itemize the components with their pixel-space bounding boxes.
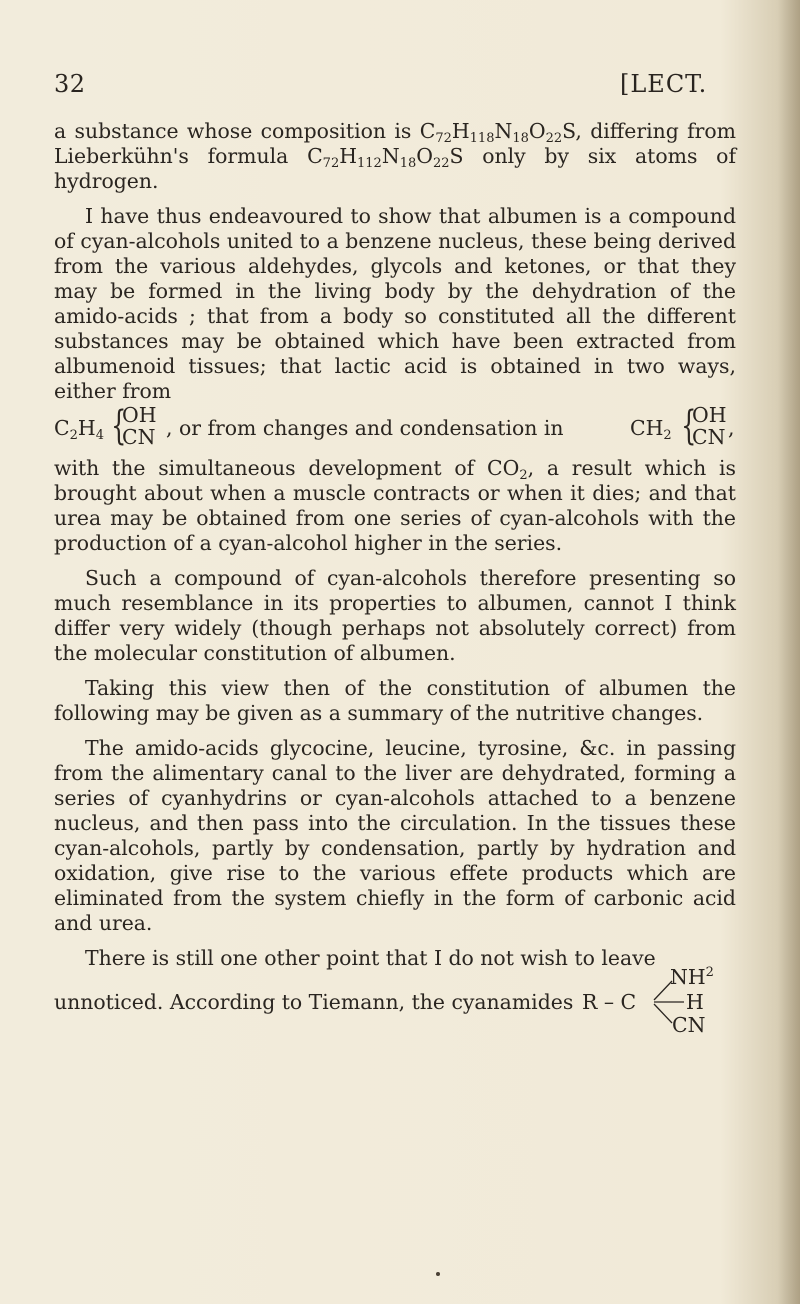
- paragraph-5: The amido-acids glycocine, leucine, tyrosine, &c. in passing from the alimentary canal to the liver are dehydrated, forming a series of cyanhydrins or cyan-alcohols attached to a benzene nucleus, and then pass into the circulation. In the tissues these cyan-alcohols, partly by condensation, partly by hydration and oxidation, give rise to the various effete products which are eliminated from the system chiefly in the form of carbonic acid and urea.: [54, 736, 736, 935]
- paragraph-2: I have thus endeavoured to show that albumen is a compound of cyan-alcohols united to a benzene nucleus, these being derived from the various aldehydes, glycols and ketones, or that they may be formed in the living body by the dehydration of the amido-acids ; that from a body so constituted all the different substances may be obtained which have been extracted from albumenoid tissues; that lactic acid is obtained in two ways, either from: [54, 204, 736, 403]
- left-brace-icon: {: [681, 403, 697, 449]
- formula-stack-b: OH CN: [692, 403, 727, 449]
- cn-group: CN: [672, 1013, 706, 1037]
- formula-ch2: $CH_2$: [630, 416, 672, 443]
- cyanamide-formula-line: unnoticed. According to Tiemann, the cyanamides R – C $NH^2$ H CN: [54, 965, 714, 1037]
- paragraph-4: Taking this view then of the constitution of albumen the following may be given as a summary of the nutritive changes.: [54, 676, 736, 725]
- page-number: 32: [54, 70, 86, 98]
- body-text: [54, 119, 736, 1045]
- paragraph-6: There is still one other point that I do not wish to leave: [85, 946, 656, 970]
- nh2-group: $NH^2$: [670, 965, 714, 989]
- formula-c2h4: $C_2H_4$: [54, 416, 104, 443]
- r-group: R – C: [582, 990, 637, 1014]
- running-head: [LECT.: [620, 70, 708, 98]
- left-brace-icon: {: [111, 403, 127, 449]
- page-edge-shadow: [778, 0, 800, 1304]
- h-atom: H: [686, 990, 704, 1014]
- formula-co2: $CO_2$: [486, 456, 528, 483]
- printer-mark: [436, 1272, 440, 1276]
- lactic-acid-formulas: $C_2H_4$ { OH CN , or from changes and condensation in $CH_2$ { OH CN ,: [54, 403, 735, 449]
- paragraph-2-continued: with the simultaneous development of $CO_2$, a result which is brought about when a muscle contracts or when it dies; and that urea may be obtained from one series of cyan-alcohols with the production of a cyan-alcohol higher in the series.: [54, 456, 737, 555]
- formula-c72h118: $C_{72}H_{118}N_{18}O_{22}S$: [419, 119, 576, 146]
- paragraph-1: a substance whose composition is $C_{72}H_{118}N_{18}O_{22}S$, differing from Lieberkühn's formula $C_{72}H_{112}N_{18}O_{22}S$ only by six atoms of hydrogen.: [54, 119, 736, 193]
- formula-stack-a: OH CN: [122, 403, 157, 449]
- formula-c72h112: $C_{72}H_{112}N_{18}O_{22}S$: [307, 144, 464, 171]
- paragraph-3: Such a compound of cyan-alcohols therefore presenting so much resemblance in its properties to albumen, cannot I think differ very widely (though perhaps not absolutely correct) from the molecular constitution of albumen.: [54, 566, 736, 665]
